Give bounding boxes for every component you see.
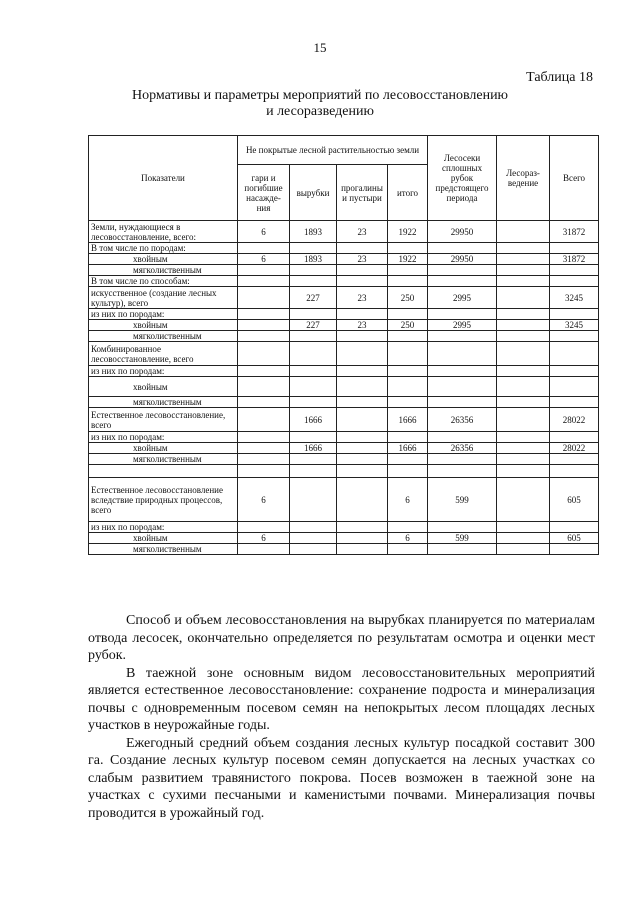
table-title-line1: Нормативы и параметры мероприятий по лесовосстановлению bbox=[131, 88, 509, 103]
table-cell bbox=[337, 342, 388, 366]
table-cell: 1666 bbox=[388, 408, 428, 432]
table-cell bbox=[428, 465, 497, 478]
table-cell bbox=[497, 265, 550, 276]
table-cell bbox=[388, 465, 428, 478]
row-label: хвойным bbox=[89, 254, 238, 265]
table-cell bbox=[428, 544, 497, 555]
table-cell: 3245 bbox=[550, 287, 599, 309]
table-cell bbox=[290, 309, 337, 320]
table-cell: 1666 bbox=[290, 408, 337, 432]
table-title bbox=[0, 88, 640, 120]
table-cell bbox=[550, 465, 599, 478]
table-cell: 6 bbox=[238, 478, 290, 522]
table-cell bbox=[497, 366, 550, 377]
table-cell: 23 bbox=[337, 287, 388, 309]
table-cell: 1922 bbox=[388, 254, 428, 265]
table-cell: 28022 bbox=[550, 443, 599, 454]
table-cell bbox=[290, 465, 337, 478]
table-cell bbox=[428, 276, 497, 287]
table-cell bbox=[337, 465, 388, 478]
table-cell bbox=[388, 397, 428, 408]
table-body bbox=[89, 221, 599, 555]
row-label: хвойным bbox=[89, 533, 238, 544]
table-cell bbox=[388, 377, 428, 397]
table-cell bbox=[290, 366, 337, 377]
header-indicators: Показатели bbox=[89, 136, 238, 221]
page-number: 15 bbox=[313, 40, 327, 55]
table-cell bbox=[550, 309, 599, 320]
row-label: из них по породам: bbox=[89, 309, 238, 320]
table-cell bbox=[238, 465, 290, 478]
table-cell bbox=[550, 265, 599, 276]
table-cell bbox=[388, 432, 428, 443]
table-cell bbox=[497, 254, 550, 265]
table-row bbox=[89, 377, 599, 397]
table-cell bbox=[497, 397, 550, 408]
table-cell bbox=[290, 265, 337, 276]
table-cell: 31872 bbox=[550, 254, 599, 265]
table-cell bbox=[290, 533, 337, 544]
table-cell: 31872 bbox=[550, 221, 599, 243]
table-cell bbox=[497, 544, 550, 555]
table-cell: 6 bbox=[238, 221, 290, 243]
table-cell: 26356 bbox=[428, 408, 497, 432]
table-cell: 599 bbox=[428, 478, 497, 522]
table-row bbox=[89, 309, 599, 320]
header-burned: гари и погибшие насажде-ния bbox=[238, 165, 290, 221]
table-cell bbox=[388, 243, 428, 254]
row-label: из них по породам: bbox=[89, 366, 238, 377]
table-cell bbox=[238, 287, 290, 309]
table-cell bbox=[550, 432, 599, 443]
table-cell bbox=[497, 408, 550, 432]
header-glades: прогалины и пустыри bbox=[337, 165, 388, 221]
table-title-line2: и лесоразведению bbox=[266, 104, 374, 119]
table-cell bbox=[550, 366, 599, 377]
table-cell: 599 bbox=[428, 533, 497, 544]
table-cell bbox=[238, 408, 290, 432]
table-cell bbox=[238, 377, 290, 397]
table-cell: 6 bbox=[238, 533, 290, 544]
row-label: мягколиственным bbox=[89, 454, 238, 465]
table-cell bbox=[238, 331, 290, 342]
paragraph-1: Способ и объем лесовосстановления на вырубках планируется по материалам отвода лесосек, окончательно определяется по результатам осмотра и оценки мест рубок. bbox=[88, 613, 595, 663]
table-cell bbox=[550, 243, 599, 254]
row-label: мягколиственным bbox=[89, 397, 238, 408]
table-cell bbox=[388, 544, 428, 555]
table-cell bbox=[388, 342, 428, 366]
table-cell bbox=[290, 377, 337, 397]
table-cell bbox=[337, 533, 388, 544]
table-label: Таблица 18 bbox=[526, 70, 593, 85]
table-cell bbox=[337, 276, 388, 287]
table-cell bbox=[550, 342, 599, 366]
norms-table bbox=[88, 135, 599, 555]
table-cell bbox=[388, 331, 428, 342]
table-cell bbox=[337, 478, 388, 522]
table-cell: 23 bbox=[337, 221, 388, 243]
table-cell bbox=[238, 544, 290, 555]
table-cell bbox=[290, 243, 337, 254]
table-row bbox=[89, 366, 599, 377]
table-row bbox=[89, 443, 599, 454]
row-label: В том числе по способам: bbox=[89, 276, 238, 287]
table-cell bbox=[238, 243, 290, 254]
table-cell bbox=[497, 443, 550, 454]
table-cell bbox=[550, 331, 599, 342]
table-cell bbox=[428, 243, 497, 254]
table-row bbox=[89, 254, 599, 265]
table-row bbox=[89, 331, 599, 342]
table-cell bbox=[337, 309, 388, 320]
table-cell: 6 bbox=[388, 478, 428, 522]
table-cell bbox=[428, 265, 497, 276]
row-label: Естественное лесовосстановление вследствие природных процессов, всего bbox=[89, 478, 238, 522]
row-label: из них по породам: bbox=[89, 432, 238, 443]
table-cell bbox=[497, 287, 550, 309]
table-cell: 29950 bbox=[428, 254, 497, 265]
table-cell bbox=[497, 342, 550, 366]
table-row bbox=[89, 465, 599, 478]
table-cell bbox=[238, 443, 290, 454]
row-label: хвойным bbox=[89, 320, 238, 331]
table-row bbox=[89, 478, 599, 522]
table-cell: 250 bbox=[388, 320, 428, 331]
body-text bbox=[88, 612, 595, 822]
table-cell bbox=[290, 342, 337, 366]
table-cell bbox=[388, 265, 428, 276]
table-cell bbox=[290, 454, 337, 465]
table-row bbox=[89, 221, 599, 243]
table-cell bbox=[388, 309, 428, 320]
table-cell bbox=[388, 276, 428, 287]
table-cell bbox=[497, 243, 550, 254]
row-label: искусственное (создание лесных культур), всего bbox=[89, 287, 238, 309]
table-cell bbox=[337, 443, 388, 454]
table-cell bbox=[337, 265, 388, 276]
table-cell bbox=[388, 366, 428, 377]
table-cell bbox=[238, 397, 290, 408]
header-subtotal: итого bbox=[388, 165, 428, 221]
header-total: Всего bbox=[550, 136, 599, 221]
table-cell: 3245 bbox=[550, 320, 599, 331]
table-cell bbox=[550, 544, 599, 555]
table-cell: 29950 bbox=[428, 221, 497, 243]
table-cell: 6 bbox=[388, 533, 428, 544]
table-cell bbox=[238, 309, 290, 320]
table-row bbox=[89, 320, 599, 331]
table-cell bbox=[497, 377, 550, 397]
paragraph-2: В таежной зоне основным видом лесовосстановительных мероприятий является естественное лесовосстановление: сохранение подроста и минерализация почвы с одновременным посевом семян на непокрытых лесом площадях лесных участков в неурожайные годы. bbox=[88, 665, 595, 733]
row-label: хвойным bbox=[89, 443, 238, 454]
table-cell bbox=[550, 397, 599, 408]
table-cell bbox=[337, 397, 388, 408]
table-cell bbox=[337, 243, 388, 254]
table-cell: 605 bbox=[550, 533, 599, 544]
table-cell bbox=[497, 320, 550, 331]
table-cell bbox=[238, 432, 290, 443]
table-row bbox=[89, 243, 599, 254]
table-row bbox=[89, 408, 599, 432]
table-cell bbox=[497, 309, 550, 320]
table-cell bbox=[290, 331, 337, 342]
table-cell bbox=[550, 377, 599, 397]
table-cell bbox=[428, 331, 497, 342]
table-cell bbox=[497, 465, 550, 478]
table-cell: 1922 bbox=[388, 221, 428, 243]
row-label: мягколиственным bbox=[89, 331, 238, 342]
table-cell: 1666 bbox=[388, 443, 428, 454]
table-cell bbox=[388, 522, 428, 533]
table-cell bbox=[290, 432, 337, 443]
table-cell bbox=[337, 331, 388, 342]
table-cell bbox=[550, 522, 599, 533]
row-label: из них по породам: bbox=[89, 522, 238, 533]
table-cell bbox=[428, 366, 497, 377]
table-cell bbox=[238, 454, 290, 465]
row-label: Комбинированное лесовосстановление, всего bbox=[89, 342, 238, 366]
table-cell bbox=[337, 544, 388, 555]
table-row bbox=[89, 397, 599, 408]
table-cell bbox=[428, 454, 497, 465]
table-cell bbox=[428, 397, 497, 408]
table-row bbox=[89, 544, 599, 555]
row-label: Земли, нуждающиеся в лесовосстановление, всего: bbox=[89, 221, 238, 243]
row-label: хвойным bbox=[89, 377, 238, 397]
table-row bbox=[89, 432, 599, 443]
table-cell bbox=[497, 533, 550, 544]
table-cell bbox=[337, 377, 388, 397]
table-cell: 23 bbox=[337, 254, 388, 265]
table-row bbox=[89, 287, 599, 309]
table-cell bbox=[550, 454, 599, 465]
table-cell bbox=[290, 544, 337, 555]
table-cell bbox=[388, 454, 428, 465]
table-cell: 1666 bbox=[290, 443, 337, 454]
table-cell: 1893 bbox=[290, 254, 337, 265]
table-row bbox=[89, 276, 599, 287]
table-row bbox=[89, 342, 599, 366]
row-label: Естественное лесовосстановление, всего bbox=[89, 408, 238, 432]
table-cell: 2995 bbox=[428, 287, 497, 309]
table-cell: 23 bbox=[337, 320, 388, 331]
table-cell: 26356 bbox=[428, 443, 497, 454]
table-cell bbox=[238, 366, 290, 377]
table-cell bbox=[337, 408, 388, 432]
table-cell: 227 bbox=[290, 320, 337, 331]
table-cell bbox=[497, 221, 550, 243]
table-cell bbox=[290, 478, 337, 522]
row-label: мягколиственным bbox=[89, 544, 238, 555]
header-afforestation: Лесораз-ведение bbox=[497, 136, 550, 221]
table-cell bbox=[238, 265, 290, 276]
table-cell bbox=[238, 522, 290, 533]
table-cell bbox=[428, 432, 497, 443]
table-row bbox=[89, 454, 599, 465]
header-not-covered: Не покрытые лесной растительностью земли bbox=[238, 136, 428, 165]
table-row bbox=[89, 533, 599, 544]
table-cell: 2995 bbox=[428, 320, 497, 331]
table-cell: 605 bbox=[550, 478, 599, 522]
row-label: мягколиственным bbox=[89, 265, 238, 276]
table-cell bbox=[428, 309, 497, 320]
table-cell: 227 bbox=[290, 287, 337, 309]
table-cell: 250 bbox=[388, 287, 428, 309]
table-cell bbox=[497, 331, 550, 342]
table-cell bbox=[497, 432, 550, 443]
table-cell bbox=[238, 320, 290, 331]
row-label: В том числе по породам: bbox=[89, 243, 238, 254]
table-cell bbox=[428, 342, 497, 366]
header-cuttings: вырубки bbox=[290, 165, 337, 221]
row-label bbox=[89, 465, 238, 478]
table-cell bbox=[550, 276, 599, 287]
table-cell bbox=[238, 342, 290, 366]
table-cell bbox=[290, 397, 337, 408]
table-cell bbox=[290, 276, 337, 287]
table-cell bbox=[337, 522, 388, 533]
table-cell bbox=[497, 478, 550, 522]
paragraph-3: Ежегодный средний объем создания лесных культур посадкой составит 300 га. Создание лесных культур посевом семян допускается на лесных участках со слабым развитием травянистого покрова. Посев возможен в таежной зоне на участках с сухими песчаными и каменистыми почвами. Минерализация почвы проводится в урожайный год. bbox=[88, 735, 595, 821]
table-cell: 1893 bbox=[290, 221, 337, 243]
table-cell bbox=[497, 454, 550, 465]
table-cell: 6 bbox=[238, 254, 290, 265]
table-cell bbox=[497, 276, 550, 287]
table-cell bbox=[337, 366, 388, 377]
table-cell bbox=[497, 522, 550, 533]
table-cell bbox=[428, 377, 497, 397]
table-cell bbox=[290, 522, 337, 533]
table-cell bbox=[238, 276, 290, 287]
table-cell bbox=[337, 432, 388, 443]
header-felling-areas: Лесосеки сплошных рубок предстоящего периода bbox=[428, 136, 497, 221]
table-row bbox=[89, 522, 599, 533]
table-cell: 28022 bbox=[550, 408, 599, 432]
table-cell bbox=[428, 522, 497, 533]
table-cell bbox=[337, 454, 388, 465]
table-row bbox=[89, 265, 599, 276]
